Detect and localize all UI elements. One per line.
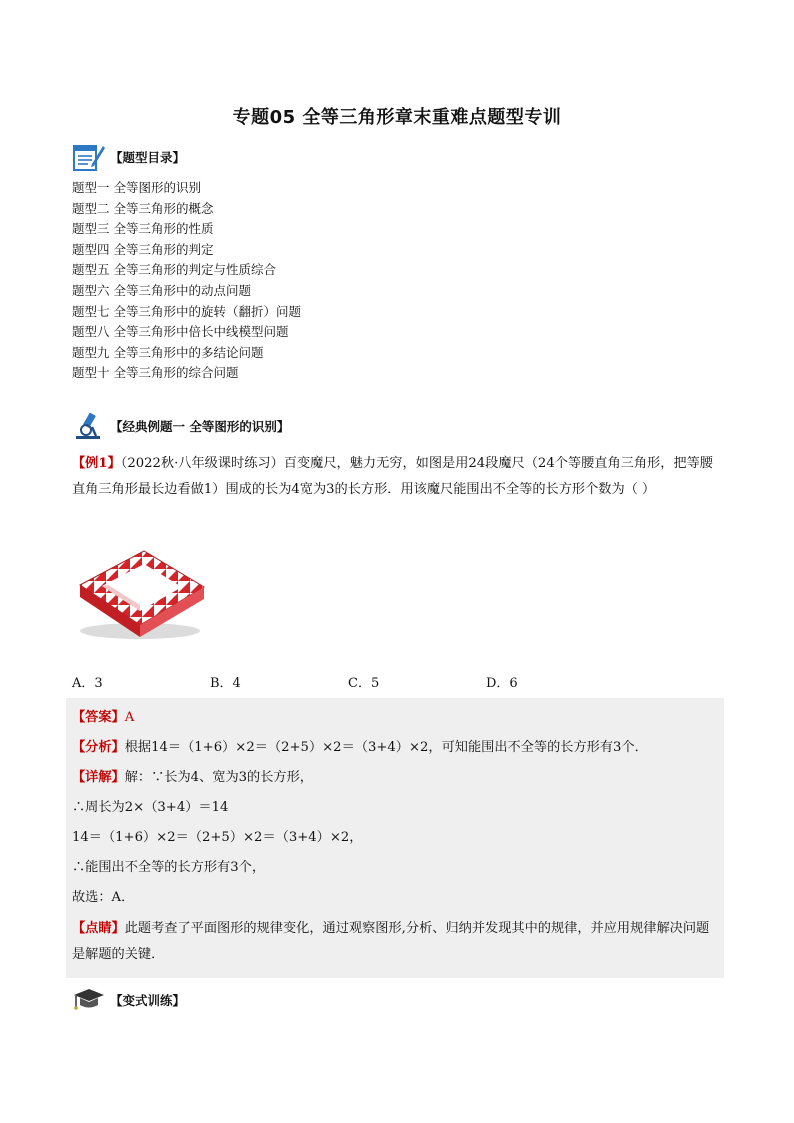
example-text: （2022秋·八年级课时练习）百变魔尺，魅力无穷，如图是用24段魔尺（24个等腰直角三角形，把等腰直角三角形最长边看做1）围成的长为4宽为3的长方形．用该魔尺能围出不全等的长方形个数为（ ） — [72, 456, 713, 497]
toc-item: 题型三 全等三角形的性质 — [72, 221, 214, 237]
detail-line: ∴能围出不全等的长方形有3个， — [72, 860, 266, 875]
practice-heading-label: 【变式训练】 — [110, 993, 186, 1008]
detail-line: 故选：A． — [72, 890, 135, 905]
option-a: A．3 — [72, 676, 103, 691]
option-c: C．5 — [348, 676, 380, 691]
detail-line: ∴周长为2×（3+4）＝14 — [72, 800, 229, 815]
practice-heading — [72, 985, 185, 1015]
analysis-line — [72, 736, 648, 755]
toc-item: 题型五 全等三角形的判定与性质综合 — [72, 262, 276, 278]
detail-text: 解：∵长为4、宽为3的长方形， — [124, 770, 313, 785]
notebook-pencil-icon — [72, 142, 106, 172]
example-section-label: 【经典例题一 全等图形的识别】 — [110, 419, 290, 434]
detail-line — [72, 766, 313, 785]
analysis-label: 【分析】 — [72, 740, 125, 755]
option-d: D．6 — [486, 676, 518, 691]
toc-heading-label: 【题型目录】 — [110, 150, 186, 165]
microscope-icon — [72, 411, 106, 441]
toc-item: 题型四 全等三角形的判定 — [72, 241, 214, 257]
detail-line: 14＝（1+6）×2＝（2+5）×2＝（3+4）×2， — [72, 830, 363, 845]
toc-item: 题型二 全等三角形的概念 — [72, 200, 214, 216]
toc-item: 题型一 全等图形的识别 — [72, 180, 201, 195]
toc-item: 题型十 全等三角形的综合问题 — [72, 365, 239, 381]
toc-item: 题型六 全等三角形中的动点问题 — [72, 282, 251, 298]
comment-line — [72, 916, 722, 968]
toc-list — [72, 178, 301, 384]
example-label: 【例1】 — [72, 456, 121, 471]
answer-label: 【答案】 — [72, 710, 125, 725]
toc-item: 题型八 全等三角形中倍长中线模型问题 — [72, 324, 289, 340]
comment-text: 此题考查了平面图形的规律变化，通过观察图形,分析、归纳并发现其中的规律，并应用规律解决问题是解题的关键． — [72, 921, 710, 962]
answer-value: A — [124, 710, 135, 725]
answer-options — [72, 672, 632, 694]
example-question — [72, 451, 726, 503]
graduation-cap-icon — [72, 985, 106, 1015]
analysis-text: 根据14＝（1+6）×2＝（2+5）×2＝（3+4）×2，可知能围出不全等的长方形有3个． — [124, 740, 648, 755]
toc-item: 题型七 全等三角形中的旋转（翻折）问题 — [72, 303, 301, 319]
answer-box — [66, 698, 724, 978]
option-b: B．4 — [210, 676, 241, 691]
example-section-heading — [72, 411, 289, 441]
comment-label: 【点睛】 — [72, 921, 125, 936]
magic-ruler-image — [70, 545, 206, 643]
detail-label: 【详解】 — [72, 770, 125, 785]
answer-line — [72, 706, 134, 725]
toc-heading — [72, 142, 185, 172]
page-title: 专题05 全等三角形章末重难点题型专训 — [232, 107, 562, 128]
toc-item: 题型九 全等三角形中的多结论问题 — [72, 344, 264, 360]
